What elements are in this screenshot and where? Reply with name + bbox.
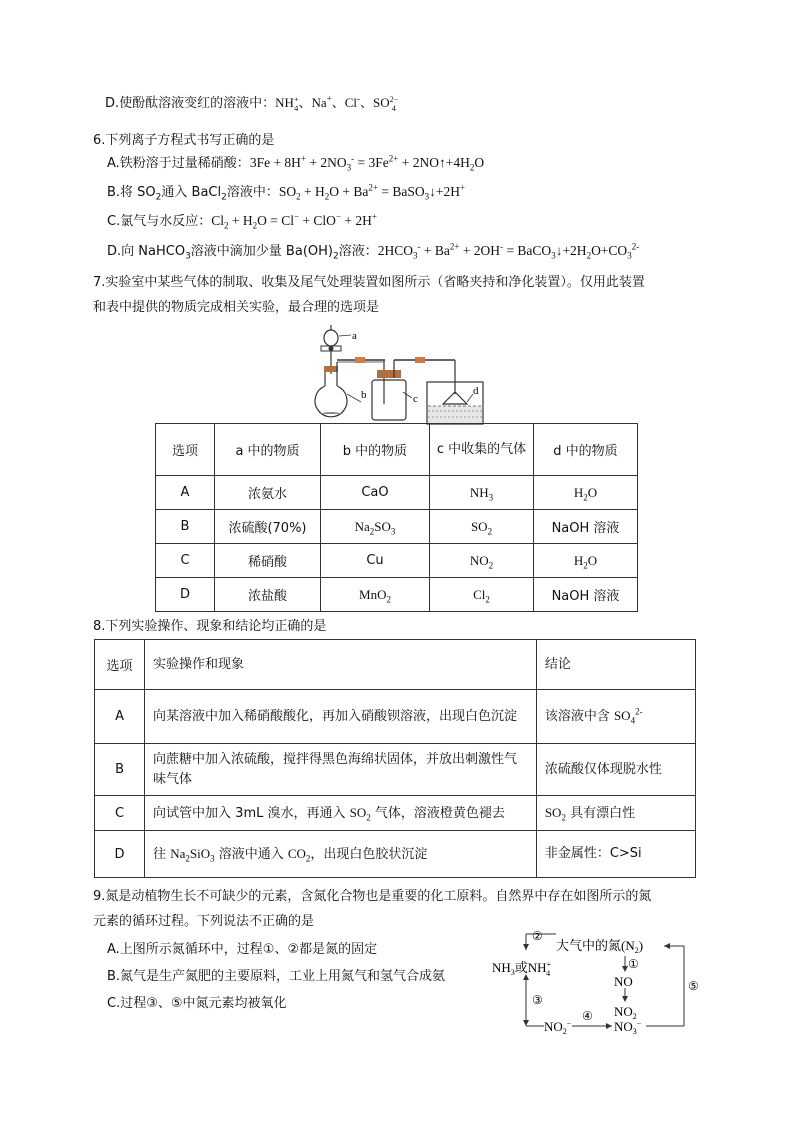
table-cell: C xyxy=(156,544,215,578)
table-cell: B xyxy=(95,744,145,796)
table-cell-chem: $SO_2$ xyxy=(430,510,534,544)
q9-option-c: C.过程③、⑤中氮元素均被氧化 xyxy=(107,996,287,1011)
q6-stem: 6.下列离子方程式书写正确的是 xyxy=(93,133,275,148)
table-cell: 浓氨水 xyxy=(215,476,321,510)
table-cell: A xyxy=(156,476,215,510)
table-cell: 向蔗糖中加入浓硫酸，搅拌得黑色海绵状固体，并放出刺激性气味气体 xyxy=(145,744,537,796)
table-cell: Cu xyxy=(321,544,430,578)
q7-header: d 中的物质 xyxy=(534,424,638,476)
nh-label: $NH_3$或NH+ 4 xyxy=(492,960,552,978)
fig-label-a: a xyxy=(352,330,357,342)
q8-a-text: 向某溶液中加入稀硝酸酸化，再加入硝酸钡溶液，出现白色沉淀 xyxy=(153,708,518,724)
n2-label: 大气中的氮$(N_2)$ xyxy=(556,938,644,955)
fig-label-c: c xyxy=(413,393,418,405)
table-cell-chem: $Cl_2$ xyxy=(430,578,534,612)
q7-header: c 中收集的气体 xyxy=(430,424,534,476)
no2m-label: $NO_2^-$ xyxy=(544,1019,572,1034)
table-cell-chem: $NO_2$ xyxy=(430,544,534,578)
q9-stem-2: 元素的循环过程。下列说法不正确的是 xyxy=(93,914,315,929)
q6-b-label2: 通入 BaCl xyxy=(161,185,222,200)
table-row xyxy=(156,578,638,612)
table-cell: A xyxy=(95,690,145,744)
table-row xyxy=(95,690,696,744)
table-cell: D xyxy=(156,578,215,612)
table-cell: 浓硫酸仅体现脱水性 xyxy=(536,744,695,796)
q8-header: 结论 xyxy=(536,640,695,690)
table-row xyxy=(156,544,638,578)
q7-header: a 中的物质 xyxy=(215,424,321,476)
q8-table xyxy=(94,639,696,878)
q6-option-a: A.铁粉溶于过量稀硝酸：$3Fe + 8H^+ + 2NO_3^- = 3Fe^{2+}$ + $2NO↑+4H_2O$ xyxy=(107,153,485,173)
q7-header: 选项 xyxy=(156,424,215,476)
q9-option-a: A.上图所示氮循环中，过程①、②都是氮的固定 xyxy=(107,942,378,957)
table-cell: NaOH 溶液 xyxy=(534,578,638,612)
table-cell-chem: $Na_2SO_3$ xyxy=(321,510,430,544)
q6-a-label: A.铁粉溶于过量稀硝酸： xyxy=(107,156,250,171)
table-row xyxy=(95,831,696,878)
fig-label-d: d xyxy=(473,385,479,397)
q6-d-label: D.向 NaHCO xyxy=(107,244,186,259)
q7-stem-2: 和表中提供的物质完成相关实验，最合理的选项是 xyxy=(93,300,380,315)
table-cell-chem: $H_2O$ xyxy=(534,544,638,578)
table-cell: C xyxy=(95,796,145,831)
table-cell: 浓盐酸 xyxy=(215,578,321,612)
q5-option-d-label: D.使酚酞溶液变红的溶液中： xyxy=(105,96,276,111)
table-row xyxy=(95,744,696,796)
table-row xyxy=(156,510,638,544)
q6-option-b: B.将 $SO_2$通入 BaCl$_2$溶液中：$SO_2 + H_2O + Ba^{2+}$ = BaSO$_3$↓+2H+ xyxy=(107,182,466,203)
no2-label: $NO_2$ xyxy=(614,1004,637,1021)
table-cell: $SO_2$ 具有漂白性 xyxy=(536,796,695,831)
q5-option-d: D.使酚酞溶液变红的溶液中：NH+ 4、Na+、Cl-、SO2− 4 xyxy=(105,93,399,114)
table-row xyxy=(95,796,696,831)
q6-b-label: B.将 SO xyxy=(107,185,156,200)
table-cell: CaO xyxy=(321,476,430,510)
q8-header: 实验操作和现象 xyxy=(145,640,537,690)
table-cell: 浓硫酸(70%) xyxy=(215,510,321,544)
q7-table xyxy=(155,423,638,612)
q8-header: 选项 xyxy=(95,640,145,690)
circle-3: ③ xyxy=(532,993,543,1007)
apparatus-figure xyxy=(305,322,495,428)
q6-d-label2: 溶液中滴加少量 Ba(OH) xyxy=(190,244,333,259)
nitrogen-cycle-diagram xyxy=(488,928,702,1034)
q6-b-label3: 溶液中： xyxy=(226,185,279,200)
q9-stem-1: 9.氮是动植物生长不可缺少的元素，含氮化合物也是重要的化工原料。自然界中存在如图所示的氮 xyxy=(93,889,652,904)
q9-option-b: B.氮气是生产氮肥的主要原料，工业上用氮气和氢气合成氨 xyxy=(107,969,446,984)
table-cell: 该溶液中含 $SO_4^{2-}$ xyxy=(536,690,695,744)
q6-option-d: D.向 NaHCO$_3$溶液中滴加少量 $Ba(OH)_2$溶液：$2HCO_3^- + Ba^{2+} + 2OH^-$ = $BaCO_3↓+2H_2O+CO_3^{2-}$ xyxy=(107,241,640,262)
q6-option-c: C.氯气与水反应：$Cl_2 + H_2O = Cl^- + ClO^- + 2H^+$ xyxy=(107,211,377,231)
table-cell: 往 $Na_2SiO_3$ 溶液中通入 $CO_2$，出现白色胶状沉淀 xyxy=(145,831,537,878)
circle-5: ⑤ xyxy=(688,979,699,993)
table-cell-chem: $NH_3$ xyxy=(430,476,534,510)
table-cell-chem: MnO$_2$ xyxy=(321,578,430,612)
table-cell: B xyxy=(156,510,215,544)
table-cell: NaOH 溶液 xyxy=(534,510,638,544)
table-cell-chem: $H_2O$ xyxy=(534,476,638,510)
q7-header: b 中的物质 xyxy=(321,424,430,476)
table-cell xyxy=(145,690,537,744)
q6-d-label3: 溶液： xyxy=(338,244,378,259)
table-row xyxy=(156,476,638,510)
q8-stem: 8.下列实验操作、现象和结论均正确的是 xyxy=(93,619,327,634)
table-cell: 向试管中加入 3mL 溴水，再通入 $SO_2$ 气体，溶液橙黄色褪去 xyxy=(145,796,537,831)
circle-4: ④ xyxy=(582,1009,593,1023)
no-label: NO xyxy=(614,974,633,989)
circle-2: ② xyxy=(532,929,543,943)
no3m-label: $NO_3^-$ xyxy=(614,1019,642,1034)
table-cell: 非金属性：C>Si xyxy=(536,831,695,878)
q7-stem-1: 7.实验室中某些气体的制取、收集及尾气处理装置如图所示（省略夹持和净化装置）。仅用此装置 xyxy=(93,275,645,290)
circle-1: ① xyxy=(628,957,639,971)
table-cell: D xyxy=(95,831,145,878)
table-cell: 稀硝酸 xyxy=(215,544,321,578)
fig-label-b: b xyxy=(361,389,367,401)
q6-c-label: C.氯气与水反应： xyxy=(107,214,212,229)
